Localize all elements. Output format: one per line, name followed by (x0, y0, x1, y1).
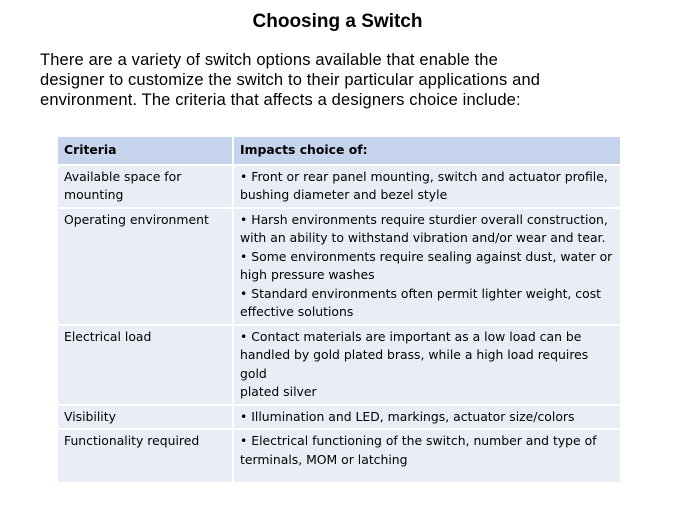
intro-line: There are a variety of switch options available that enable the (40, 51, 498, 69)
cell-line: mounting (64, 187, 124, 202)
cell-line: Functionality required (64, 433, 200, 448)
impacts-cell (233, 165, 620, 208)
criteria-cell (58, 208, 233, 325)
page-title: Choosing a Switch (252, 11, 423, 32)
table-row (58, 208, 620, 325)
cell-line: Visibility (64, 408, 116, 424)
cell-line: • Electrical functioning of the switch, number and type of (240, 433, 597, 448)
cell-line: • Some environments require sealing against dust, water or (240, 248, 613, 264)
intro-line: designer to customize the switch to their particular applications and (40, 71, 541, 89)
cell-line: • Front or rear panel mounting, switch and actuator profile, (240, 168, 608, 184)
table-row (58, 165, 620, 208)
cell-line: effective solutions (240, 304, 354, 319)
impacts-cell (233, 405, 620, 430)
cell-line: • Illumination and LED, markings, actuator size/colors (240, 408, 575, 424)
impacts-cell (233, 429, 620, 483)
criteria-cell (58, 405, 233, 430)
intro-line: environment. The criteria that affects a designers choice include: (40, 91, 521, 109)
criteria-cell (58, 165, 233, 208)
table-row (58, 405, 620, 430)
cell-line: terminals, MOM or latching (240, 451, 408, 467)
cell-line: plated silver (240, 384, 317, 399)
impacts-cell (233, 325, 620, 405)
header-criteria: Criteria (58, 137, 233, 165)
table-header-row (58, 137, 620, 165)
cell-line: handled by gold plated brass, while a high load requires gold (240, 347, 589, 381)
cell-line: • Contact materials are important as a low load can be (240, 328, 582, 344)
table-row (58, 325, 620, 405)
criteria-table (58, 137, 620, 484)
criteria-cell (58, 429, 233, 483)
cell-line: high pressure washes (240, 267, 375, 282)
impacts-cell (233, 208, 620, 325)
cell-line: bushing diameter and bezel style (240, 187, 448, 202)
cell-line: Operating environment (64, 211, 209, 227)
intro-paragraph (40, 50, 650, 110)
cell-line: • Harsh environments require sturdier overall construction, (240, 211, 608, 227)
header-impacts: Impacts choice of: (233, 137, 620, 165)
cell-line: • Standard environments often permit lighter weight, cost (240, 285, 602, 301)
cell-line: Electrical load (64, 328, 152, 344)
cell-line: with an ability to withstand vibration and/or wear and tear. (240, 230, 606, 245)
table-row (58, 429, 620, 483)
criteria-cell (58, 325, 233, 405)
cell-line: Available space for (64, 168, 182, 184)
